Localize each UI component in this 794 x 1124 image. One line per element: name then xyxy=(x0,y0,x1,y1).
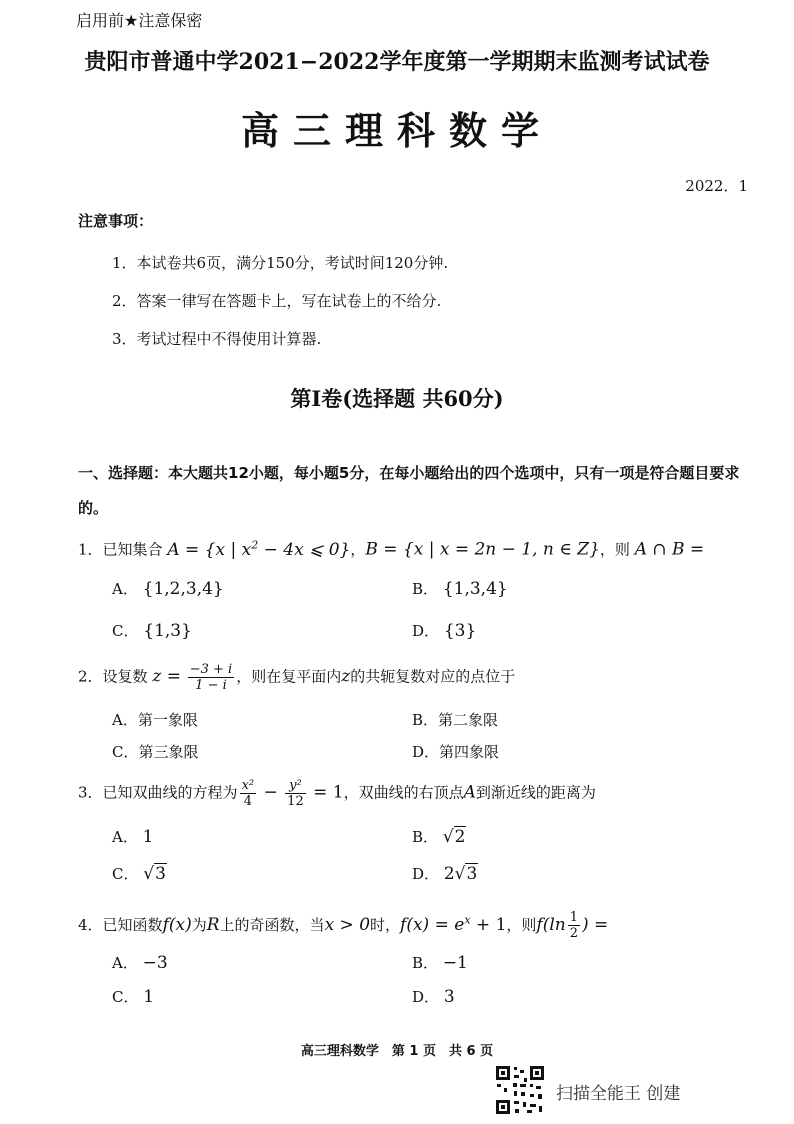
sqrt-expr: √2 xyxy=(442,827,466,847)
set-b-expr: B = {x | x = 2n − 1, n ∈ Z} xyxy=(365,539,600,560)
section-heading: 一、选择题：本大题共12小题，每小题5分，在每小题给出的四个选项中，只有一项是符合题目要求的。 xyxy=(78,464,740,517)
option-d: D． {3} xyxy=(412,621,477,641)
function-query: f(ln $\frac{1}{2}$ ) = xyxy=(536,910,609,941)
intersection-expr: A ∩ B = xyxy=(634,539,705,560)
question-number: 1． xyxy=(78,540,103,559)
exam-title: 贵阳市普通中学2021−2022学年度第一学期期末监测考试试卷 xyxy=(84,49,710,75)
option-d: D． 2√3 xyxy=(412,864,478,884)
option-a: A． 1 xyxy=(112,827,154,847)
page-footer: 高三理科数学 第 1 页 共 6 页 xyxy=(300,1044,494,1059)
exam-date: 2022．1 xyxy=(685,177,748,195)
option-c: C． 1 xyxy=(112,987,155,1007)
notes-heading: 注意事项： xyxy=(78,212,154,230)
option-b: B． √2 xyxy=(412,827,466,847)
hyperbola-y-term: $\frac{\text{y²}}{12}$ xyxy=(287,778,304,809)
hyperbola-x-term: $\frac{\text{x²}}{4}$ xyxy=(241,778,255,809)
note-item: 2．答案一律写在答题卡上，写在试卷上的不给分. xyxy=(112,292,442,310)
option-a: A． {1,2,3,4} xyxy=(112,579,224,599)
note-item: 3．考试过程中不得使用计算器. xyxy=(112,330,322,348)
question-2: 2．设复数 z = $\frac{-3 + i}{1 - i}$ ，则在复平面内z的共轭复数对应的点位于 xyxy=(78,662,516,693)
option-a: A．第一象限 xyxy=(112,711,198,729)
sqrt-expr: √3 xyxy=(143,864,166,884)
question-number: 4． xyxy=(78,916,103,934)
question-number: 3． xyxy=(78,783,103,802)
confidential-mark: 启用前★注意保密 xyxy=(76,11,203,30)
option-c: C． {1,3} xyxy=(112,621,192,641)
question-1: 1．已知集合 A = {x | $x^2 - 4x$ ⩽ 0}，B = {x | x = 2n − 1, n ∈ Z}，则 A ∩ B = xyxy=(78,538,705,560)
option-c: C． √3 xyxy=(112,864,166,884)
option-b: B．第二象限 xyxy=(412,711,499,729)
set-a-expr: A = {x | $x^2 - 4x$ ⩽ 0} xyxy=(167,538,351,560)
option-b: B． −1 xyxy=(412,953,468,973)
question-4: 4．已知函数f(x)为R上的奇函数，当x > 0时，$f(x) = e^x + 1$，则f(ln $\frac{1}{2}$ ) = xyxy=(78,910,609,941)
scanner-watermark: 扫描全能王 创建 xyxy=(556,1084,681,1104)
option-d: D．第四象限 xyxy=(412,743,500,761)
note-item: 1．本试卷共6页，满分150分，考试时间120分钟. xyxy=(112,254,449,272)
part-title: 第I卷(选择题 共60分) xyxy=(290,386,504,411)
option-d: D． 3 xyxy=(412,987,455,1007)
complex-fraction: $\frac{-3 + i}{1 - i}$ xyxy=(189,662,233,693)
option-b: B． {1,3,4} xyxy=(412,579,508,599)
qr-code-icon xyxy=(494,1064,546,1116)
function-definition: $f(x) = e^x + 1$ xyxy=(400,913,507,935)
question-number: 2． xyxy=(78,667,103,686)
sqrt-expr: √3 xyxy=(454,864,478,884)
question-3: 3．已知双曲线的方程为 $\frac{\text{x²}}{4}$ − $\frac{\text{y²}}{12}$ = 1，双曲线的右顶点A到渐近线的距离为 xyxy=(78,778,596,809)
option-c: C．第三象限 xyxy=(112,743,199,761)
option-a: A． −3 xyxy=(112,953,168,973)
subject-title: 高三理科数学 xyxy=(240,108,553,153)
